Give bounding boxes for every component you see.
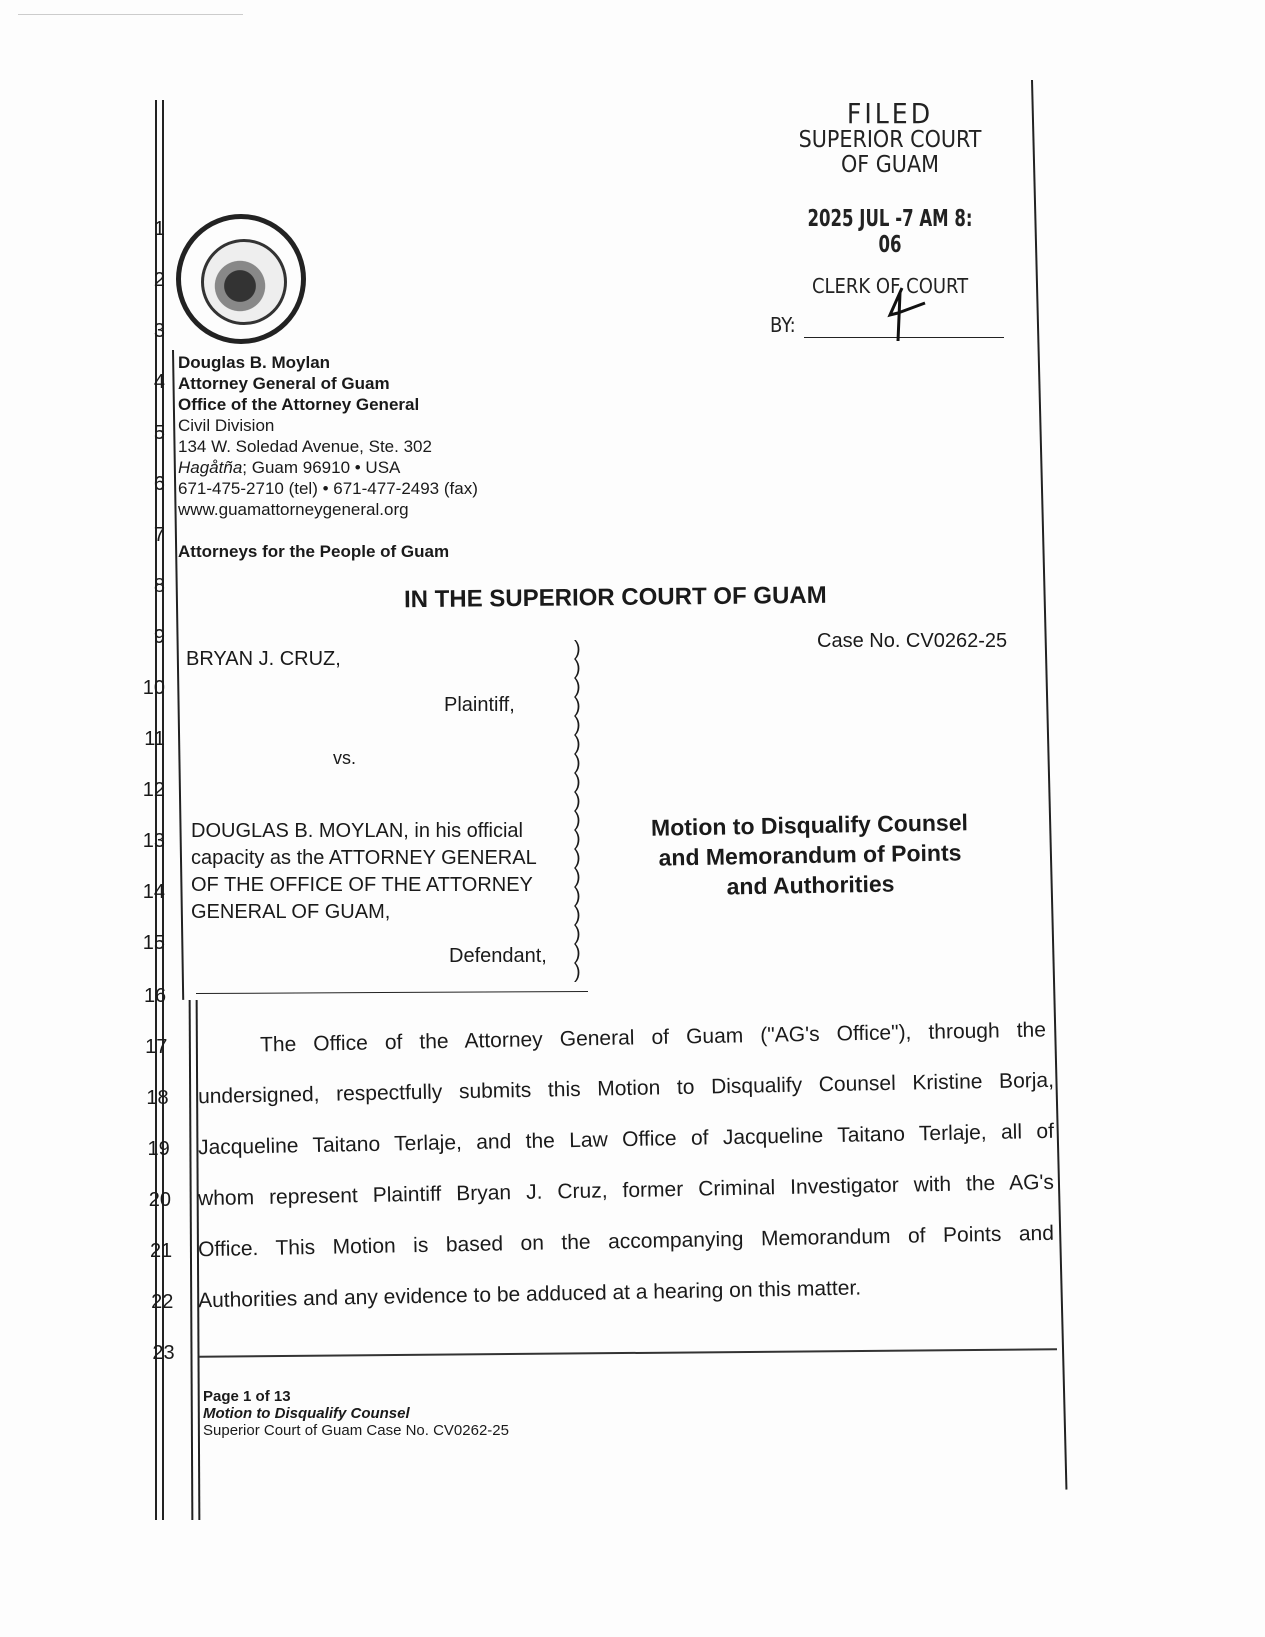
versus: vs. [333,748,357,768]
attorney-general-seal [176,214,306,344]
line-number: 1 [153,218,165,240]
line-number: 13 [142,830,165,852]
city-name: Hagåtña [178,458,243,477]
attorney-website: www.guamattorneygeneral.org [178,500,409,519]
defendant-line: capacity as the ATTORNEY GENERAL [191,847,537,869]
line-number: 5 [153,422,165,444]
paren: ) [574,733,581,755]
caption-underline [196,991,588,994]
motion-title-line: and Memorandum of Points [658,839,962,871]
line-number: 12 [142,779,165,801]
motion-title-line: and Authorities [726,870,895,900]
line-number: 2 [153,269,165,291]
attorney-street: 134 W. Soledad Avenue, Ste. 302 [178,437,432,456]
scan-edge [18,14,243,15]
footer-case: Superior Court of Guam Case No. CV0262-25 [203,1422,509,1439]
motion-title [619,807,1001,904]
paren: ) [574,752,581,774]
attorney-name: Douglas B. Moylan [178,353,331,372]
body-line: undersigned, respectfully submits this Motion to Disqualify Counsel Kristine Borja, [197,1068,1055,1109]
footer-rule [199,1348,1057,1357]
paren: ) [574,809,581,831]
stamp-datetime: 2025 JUL -7 AM 8: 06 [807,206,973,258]
paren: ) [574,638,581,660]
defendant-block [191,818,537,926]
line-number: 17 [145,1036,168,1058]
city-rest: ; Guam 96910 • USA [242,458,401,477]
line-number: 21 [149,1240,173,1262]
line-number: 16 [143,985,167,1007]
body-line: Authorities and any evidence to be adduced at a hearing on this matter. [197,1276,862,1313]
paren: ) [574,790,581,812]
paren: ) [574,942,581,964]
content-border-line [189,1000,194,1520]
footer-page: Page 1 of 13 [203,1388,291,1405]
line-number: 10 [142,677,165,699]
paren: ) [574,828,581,850]
paren: ) [574,695,581,717]
attorney-city [178,457,478,478]
paren: ) [574,904,581,926]
line-number: 6 [153,473,165,495]
stamp-of: OF GUAM [841,152,939,178]
stamp-by-label: BY: [770,313,796,337]
paren: ) [574,657,581,679]
line-number: 14 [142,881,165,903]
footer-title: Motion to Disqualify Counsel [203,1405,410,1422]
stamp-filed: FILED [846,97,934,130]
defendant-line: OF THE OFFICE OF THE ATTORNEY [191,874,533,896]
defendant-label: Defendant, [449,945,547,967]
paren: ) [574,771,581,793]
stamp-court: SUPERIOR COURT [798,127,982,153]
paren: ) [574,676,581,698]
attorney-title: Attorney General of Guam [178,374,390,393]
attorney-block [178,352,478,562]
motion-title-line: Motion to Disqualify Counsel [650,809,969,841]
court-title: IN THE SUPERIOR COURT OF GUAM [403,581,827,614]
caption-parentheses [574,640,581,982]
line-number: 8 [153,575,165,597]
paren: ) [574,847,581,869]
line-number: 19 [147,1138,170,1160]
footer [203,1388,509,1439]
paren: ) [574,866,581,888]
line-number: 9 [153,626,165,648]
line-number: 23 [152,1342,175,1364]
line-number: 15 [142,932,165,954]
plaintiff-label: Plaintiff, [444,694,515,716]
line-number: 4 [153,371,165,393]
case-number: Case No. CV0262-25 [817,630,1008,652]
body-line: The Office of the Attorney General of Guam ("AG's Office"), through the [259,1018,1047,1057]
paren: ) [574,714,581,736]
stamp-clerk: CLERK OF COURT [811,274,969,298]
paren: ) [574,923,581,945]
attorney-phone: 671-475-2710 (tel) • 671-477-2493 (fax) [178,479,478,498]
body-line: Office. This Motion is based on the accompanying Memorandum of Points and [197,1221,1055,1262]
line-number: 20 [148,1189,171,1211]
line-number: 11 [144,728,165,750]
body-line: whom represent Plaintiff Bryan J. Cruz, former Criminal Investigator with the AG's [197,1170,1055,1211]
line-number: 3 [153,320,165,342]
paren: ) [574,885,581,907]
line-number: 7 [153,524,165,546]
body-line: Jacqueline Taitano Terlaje, and the Law Office of Jacqueline Taitano Terlaje, all of [197,1119,1055,1160]
attorney-office: Office of the Attorney General [178,395,420,414]
paren: ) [574,961,581,983]
defendant-line: DOUGLAS B. MOYLAN, in his official [191,820,523,842]
line-number: 22 [151,1291,174,1313]
line-number: 18 [146,1087,169,1109]
clerk-signature [880,283,940,343]
filed-stamp [780,97,1000,298]
plaintiff-name: BRYAN J. CRUZ, [186,648,341,670]
defendant-line: GENERAL OF GUAM, [191,901,391,923]
attorney-division: Civil Division [178,416,275,435]
attorneys-for: Attorneys for the People of Guam [178,542,450,561]
